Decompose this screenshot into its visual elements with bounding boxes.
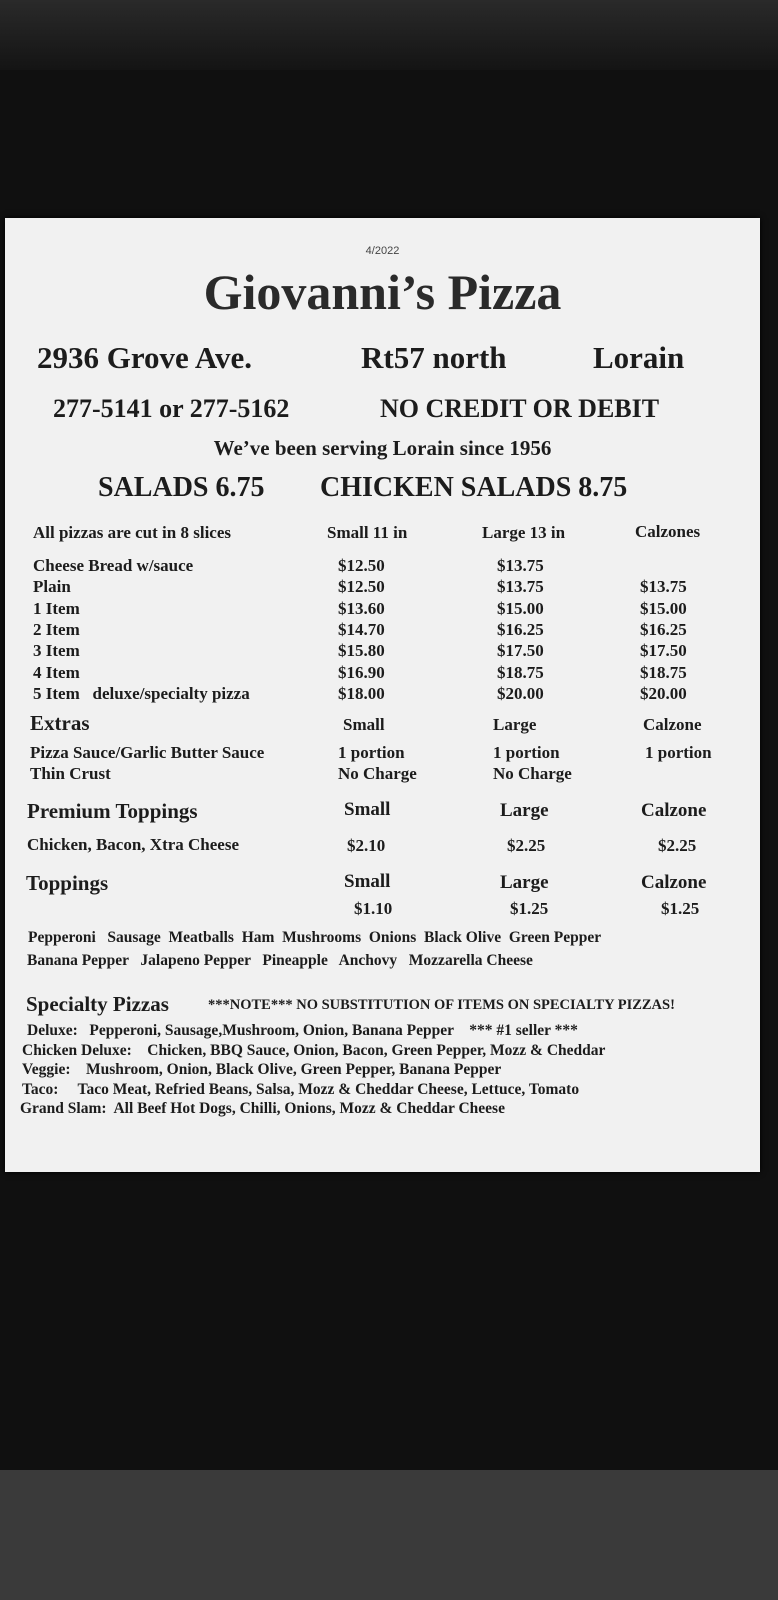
large-price: $16.25: [497, 619, 544, 639]
toppings-small-price: $1.10: [354, 899, 393, 918]
toppings-list-line-2: Banana Pepper Jalapeno Pepper Pineapple Anchovy Mozzarella Cheese: [27, 952, 533, 969]
specialty-pizza-item: Grand Slam: All Beef Hot Dogs, Chilli, Onions, Mozz & Cheddar Cheese: [20, 1100, 505, 1117]
large-price: $20.00: [497, 683, 544, 703]
premium-small-header: Small: [344, 799, 391, 820]
pizza-item-name: 2 Item: [33, 619, 80, 639]
salads-price: SALADS 6.75: [98, 472, 265, 503]
extras-calzone-header: Calzone: [643, 715, 702, 734]
calzone-price: $20.00: [640, 683, 687, 703]
small-price: $12.50: [338, 577, 385, 597]
small-price: $12.50: [338, 556, 385, 575]
small-price: $13.60: [338, 598, 385, 618]
specialty-pizza-item: Veggie: Mushroom, Onion, Black Olive, Green Pepper, Banana Pepper: [22, 1061, 502, 1078]
specialty-pizza-item: Taco: Taco Meat, Refried Beans, Salsa, Mozz & Cheddar Cheese, Lettuce, Tomato: [22, 1080, 580, 1098]
premium-large-price: $2.25: [507, 836, 546, 855]
specialty-pizza-item: Chicken Deluxe: Chicken, BBQ Sauce, Onion, Bacon, Green Pepper, Mozz & Cheddar: [22, 1041, 606, 1059]
premium-calzone-price: $2.25: [658, 836, 697, 855]
premium-calzone-header: Calzone: [641, 800, 707, 821]
menu-date: 4/2022: [365, 245, 400, 257]
address-route: Rt57 north: [361, 340, 507, 375]
small-price: $18.00: [338, 683, 385, 703]
background-top: [0, 0, 778, 70]
calzone-price: $13.75: [640, 577, 687, 597]
large-price: $17.50: [497, 641, 544, 661]
specialty-note: ***NOTE*** NO SUBSTITUTION OF ITEMS ON SPECIALTY PIZZAS!: [208, 997, 675, 1013]
large-price: $18.75: [497, 662, 544, 682]
chicken-salads-price: CHICKEN SALADS 8.75: [320, 472, 628, 503]
toppings-calzone-header: Calzone: [641, 872, 707, 893]
calzone-price: $15.00: [640, 598, 687, 618]
specialty-pizza-item: Deluxe: Pepperoni, Sausage,Mushroom, Onion, Banana Pepper *** #1 seller ***: [27, 1022, 578, 1039]
pizza-item-name: 5 Item deluxe/specialty pizza: [33, 683, 250, 703]
extras-calzone: 1 portion: [645, 743, 712, 762]
extras-item: Pizza Sauce/Garlic Butter Sauce: [30, 743, 265, 762]
pizza-item-name: 4 Item: [33, 662, 80, 682]
pizza-item-name: 1 Item: [33, 598, 80, 618]
toppings-calzone-price: $1.25: [661, 899, 700, 918]
premium-item: Chicken, Bacon, Xtra Cheese: [27, 835, 240, 854]
large-price: $13.75: [497, 577, 544, 597]
background-floor: [0, 1470, 778, 1600]
address-city: Lorain: [593, 340, 685, 375]
large-price: $13.75: [497, 556, 544, 575]
toppings-list-line-1: Pepperoni Sausage Meatballs Ham Mushrooms Onions Black Olive Green Pepper: [28, 929, 602, 946]
small-price: $15.80: [338, 641, 385, 661]
premium-small-price: $2.10: [347, 836, 386, 855]
extras-small: 1 portion: [338, 743, 405, 762]
extras-large: No Charge: [493, 764, 572, 783]
extras-small: No Charge: [338, 764, 417, 783]
pizza-item-name: 3 Item: [33, 641, 80, 661]
menu-sheet: [5, 218, 760, 1172]
extras-item: Thin Crust: [30, 764, 111, 783]
phone-numbers: 277-5141 or 277-5162: [53, 394, 290, 423]
premium-large-header: Large: [500, 800, 549, 821]
pizza-item-name: Plain: [33, 577, 71, 597]
table-header: All pizzas are cut in 8 slices: [33, 523, 231, 542]
large-price: $15.00: [497, 598, 544, 618]
extras-heading: Extras: [30, 711, 90, 735]
extras-large: 1 portion: [493, 743, 560, 762]
toppings-small-header: Small: [344, 871, 391, 892]
calzone-price: $17.50: [640, 641, 687, 661]
calzone-price: $18.75: [640, 662, 687, 682]
address-street: 2936 Grove Ave.: [37, 340, 252, 375]
toppings-large-header: Large: [500, 872, 549, 893]
table-header: Small 11 in: [327, 523, 408, 542]
toppings-large-price: $1.25: [510, 899, 549, 918]
small-price: $14.70: [338, 619, 385, 639]
table-header: Large 13 in: [482, 523, 566, 542]
calzone-price: $16.25: [640, 619, 687, 639]
since-line: We’ve been serving Lorain since 1956: [213, 436, 552, 460]
restaurant-title: Giovanni’s Pizza: [203, 264, 562, 320]
extras-large-header: Large: [493, 715, 537, 734]
extras-small-header: Small: [343, 715, 385, 734]
specialty-heading: Specialty Pizzas: [26, 992, 169, 1016]
toppings-heading: Toppings: [26, 871, 109, 895]
small-price: $16.90: [338, 662, 385, 682]
payment-note: NO CREDIT OR DEBIT: [380, 394, 660, 423]
premium-toppings-heading: Premium Toppings: [27, 799, 198, 823]
table-header: Calzones: [635, 522, 701, 541]
pizza-item-name: Cheese Bread w/sauce: [33, 556, 194, 575]
